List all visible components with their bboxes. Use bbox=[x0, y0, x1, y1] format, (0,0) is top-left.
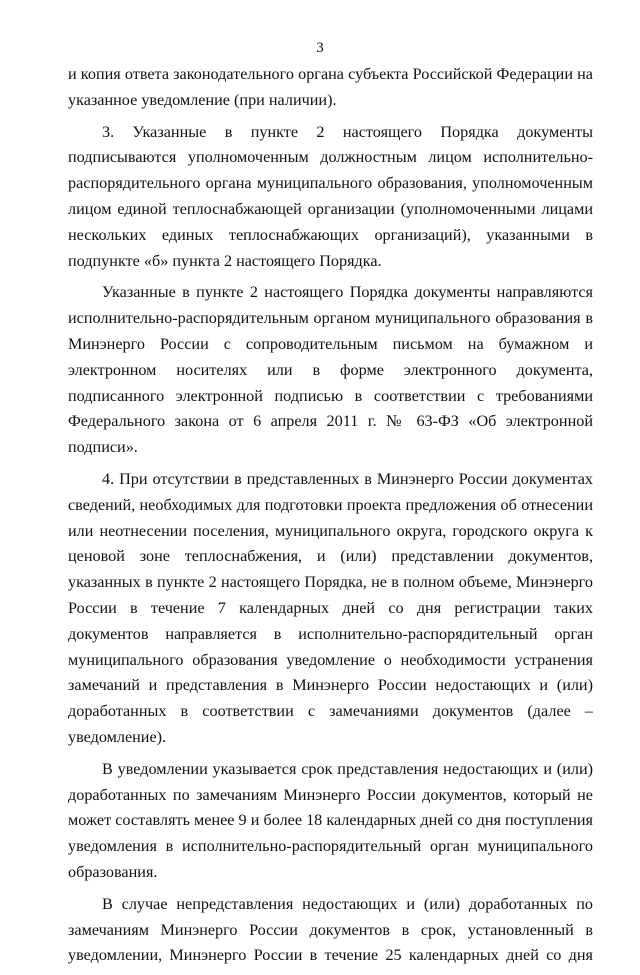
paragraph-submission: Указанные в пункте 2 настоящего Порядка документы направляются исполнительно-распорядительным органом муниципального образования в Минэнерго России с сопроводительным письмом на бумажном и электронном носителях или в форме электронного документа, подписанного электронной подписью в соответствии с требованиями Федерального закона от 6 апреля 2011 г. № 63-ФЗ «Об электронной подписи». bbox=[68, 283, 593, 457]
paragraph-continuation: и копия ответа законодательного органа субъекта Российской Федерации на указанное уведомление (при наличии). bbox=[68, 65, 593, 109]
paragraph-item-4: 4. При отсутствии в представленных в Минэнерго России документах сведений, необходимых для подготовки проекта предложения об отнесении или неотнесении поселения, муниципального округа, городского округа к ценовой зоне теплоснабжения, и (или) представлении документов, указанных в пункте 2 настоящего Порядка, не в полном объеме, Минэнерго России в течение 7 календарных дней со дня регистрации таких документов направляется в исполнительно-распорядительный орган муниципального образования уведомление о необходимости устранения замечаний и представления в Минэнерго России недостающих и (или) доработанных в соответствии с замечаниями документов (далее – уведомление). bbox=[68, 469, 593, 746]
page-number: 3 bbox=[316, 40, 324, 56]
paragraph-notification-term: В уведомлении указывается срок представления недостающих и (или) доработанных по замечаниям Минэнерго России документов, который не может составлять менее 9 и более 18 календарных дней со дня поступления уведомления в исполнительно-распорядительный орган муниципального образования. bbox=[68, 759, 593, 881]
document-body bbox=[68, 62, 593, 975]
paragraph-item-3: 3. Указанные в пункте 2 настоящего Порядка документы подписываются уполномоченным должностным лицом исполнительно-распорядительного органа муниципального образования, уполномоченным лицом единой теплоснабжающей организации (уполномоченными лицами нескольких единых теплоснабжающих организаций), указанными в подпункте «б» пункта 2 настоящего Порядка. bbox=[68, 122, 593, 270]
paragraph-non-submission: В случае непредставления недостающих и (или) доработанных по замечаниям Минэнерго России документов в срок, установленный в уведомлении, Минэнерго России в течение 25 календарных дней со дня bbox=[68, 894, 593, 965]
